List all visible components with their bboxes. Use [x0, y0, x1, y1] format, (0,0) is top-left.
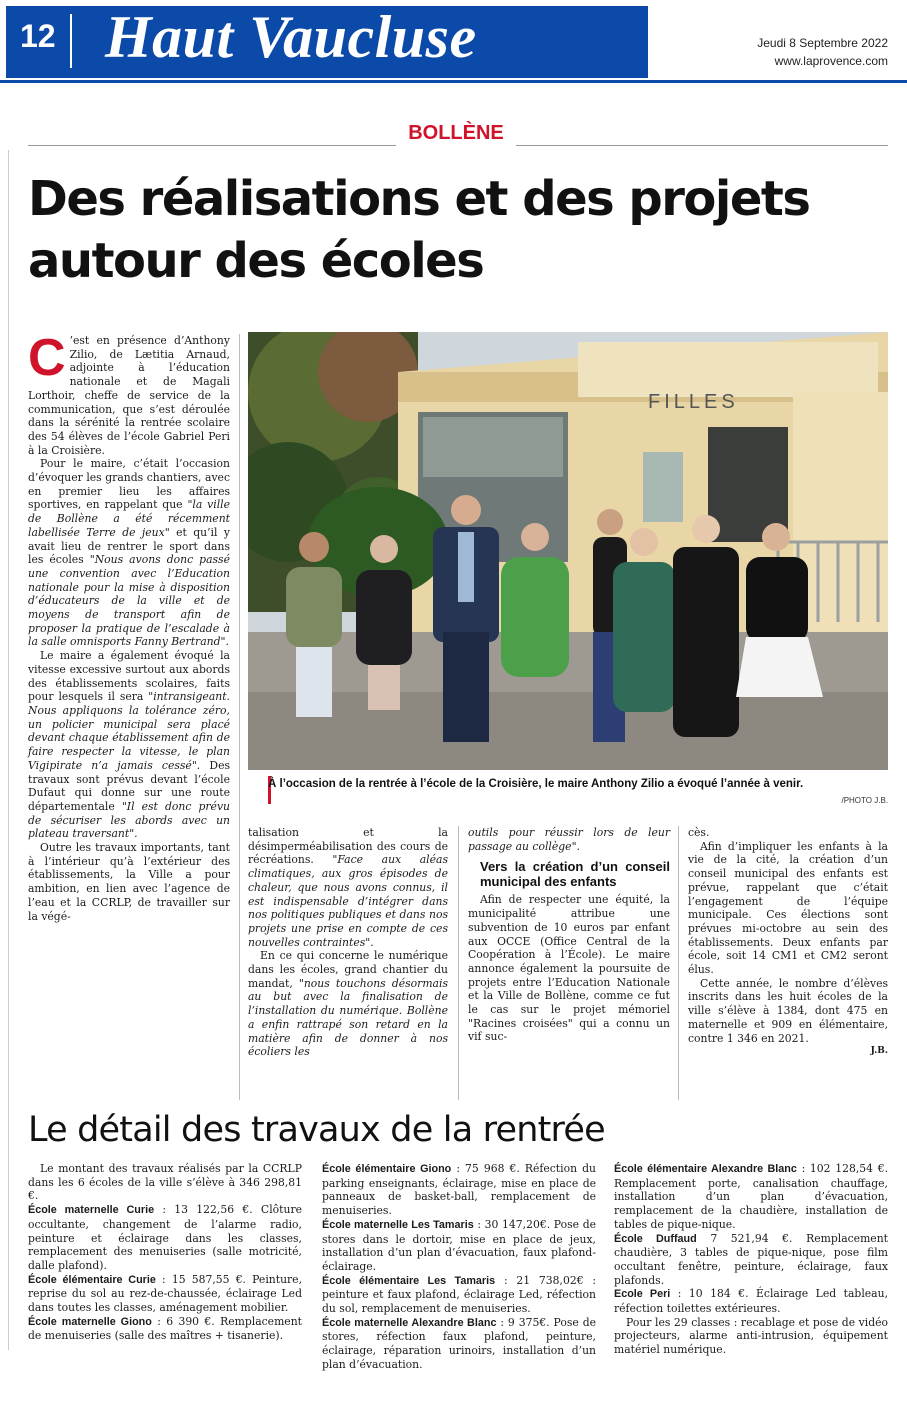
paragraph: Outre les travaux importants, tant à l’intérieur qu’à l’extérieur des établissements, la Ville a pour ambition, en lien avec l’agence de l’eau et la CCRLP, de travailler sur la végé- [28, 841, 230, 923]
website-link[interactable]: www.laprovence.com [774, 54, 888, 68]
box-item: École Duffaud 7 521,94 €. Remplacement chaudière, 3 tables de pique-nique, pose film occultant fenêtre, peinture, éclairage, faux plafonds. [614, 1231, 888, 1287]
drop-cap: C [28, 329, 66, 387]
publication-date: Jeudi 8 Septembre 2022 [757, 36, 888, 50]
article-subhead: Vers la création d’un conseil municipal des enfants [480, 859, 670, 890]
paragraph: Pour le maire, c’était l’occasion d’évoquer les grands chantiers, avec en premier lieu les affaires sportives, en rappelant que "la ville de Bollène a été récemment labellisée Terre de jeux" et qu’il y avait lieu de rentrer le sport dans les écoles "Nous avons donc passé une convention avec l’Education nationale pour la mise à disposition d’éducateurs de la ville et de moyens de transport afin de proposer la pratique de l’escalade à la salle omnisports Fanny Bertrand". [28, 457, 231, 649]
article-column-4 [688, 826, 888, 1059]
kicker-rule-right [516, 145, 888, 146]
box-title: Le détail des travaux de la rentrée [28, 1110, 605, 1150]
header-meta [656, 34, 888, 70]
column-divider [239, 334, 240, 1100]
box-item: École maternelle Curie : 13 122,56 €. Clôture occultante, changement de l’alarme radio, peinture et éclairage dans les classes, remplacement des menuiseries (salle motricité, dalle plafond). [28, 1203, 302, 1272]
author-signature: J.B. [870, 1046, 888, 1057]
section-title: Haut Vaucluse [105, 4, 477, 70]
school-group-photo [248, 332, 888, 770]
box-column-1 [28, 1162, 302, 1343]
paragraph: C ’est en présence d’Anthony Zilio, de Lætitia Arnaud, adjointe à l’éducation nationale et de Magali Lorthoir, cheffe de service de la communication, que s’est déroulée dans la sérénité la rentrée scolaire des 54 élèves de l’école Gabriel Peri à la Croisière. [28, 329, 230, 457]
headline-line-1: Des réalisations et des projets [28, 171, 810, 227]
article-column-2 [248, 826, 448, 1059]
headline-line-2: autour des écoles [28, 233, 484, 289]
paragraph: cès. [688, 826, 710, 839]
photo-caption: À l’occasion de la rentrée à l’école de la Croisière, le maire Anthony Zilio a évoqué l’année à venir. [268, 778, 804, 790]
column-divider [458, 826, 459, 1100]
box-item: Ecole Peri : 10 184 €. Éclairage Led tableau, réfection toilettes extérieures. [614, 1287, 888, 1316]
paragraph: talisation et la désimperméabilisation des cours de récréations. "Face aux aléas climatiques, aux gros épisodes de chaleur, que nous avons connus, il est indispensable d’intégrer dans nos politiques publiques et dans nos projets une prise en compte de ces nouvelles contraintes". [248, 826, 448, 949]
box-item: École maternelle Alexandre Blanc : 9 375€. Pose de stores, réfection faux plafond, peinture, éclairage, réparation urinoirs, installation d’un plan d’évacuation. [322, 1315, 596, 1371]
box-column-2 [322, 1162, 596, 1372]
box-item: École élémentaire Les Tamaris : 21 738,02€ : peinture et faux plafond, éclairage Led, réfection du sol, remplacement de menuiseries. [322, 1273, 596, 1316]
article-column-3 [468, 826, 670, 1044]
building-sign: FILLES [648, 391, 739, 413]
photo-credit: /PHOTO J.B. [841, 796, 888, 805]
paragraph: outils pour réussir lors de leur passage au collège". [468, 826, 670, 853]
box-item: École maternelle Les Tamaris : 30 147,20€. Pose de stores dans le dortoir, mise en place de jeux, installation d’un plan d’évacuation, faux plafond-éclairage. [322, 1217, 596, 1273]
article-photo [248, 332, 888, 770]
header-rule [0, 80, 907, 83]
paragraph: Afin d’impliquer les enfants à la vie de la cité, la création d’un conseil municipal des enfants est prévue, rappelant que c’était l’engagement de l’équipe municipale. Ces élections sont prévues mi-octobre au sein des établissements. Deux enfants par école, soit 14 CM1 et CM2 seront élus. [688, 839, 888, 977]
kicker-rule-left [28, 145, 396, 146]
box-outro: Pour les 29 classes : recablage et pose de vidéo projecteurs, alarme anti-intrusion, équipement matériel numérique. [614, 1315, 888, 1357]
box-item: École maternelle Giono : 6 390 €. Remplacement de menuiseries (salle des maîtres + tisanerie). [28, 1314, 302, 1343]
box-intro: Le montant des travaux réalisés par la CCRLP dans les 6 écoles de la ville s’élève à 346 298,81 €. [28, 1162, 302, 1203]
article-column-1 [28, 329, 231, 923]
masthead-separator [70, 14, 72, 68]
article-headline [28, 168, 898, 292]
column-divider [678, 826, 679, 1100]
page-margin-strip [0, 150, 9, 1350]
paragraph: Le maire a également évoqué la vitesse excessive surtout aux abords des établissements scolaires, faits pour lesquels il sera "intransigeant. Nous appliquons la tolérance zéro, un policier municipal sera placé devant chaque établissement afin de faire respecter la vitesse, le plan Vigipirate n’a jamais cessé". Des travaux sont prévus devant l’école Dufaut qui donne sur une route départementale "Il est donc prévu de sécuriser les abords avec un plateau traversant". [28, 649, 231, 841]
paragraph: En ce qui concerne le numérique dans les écoles, grand chantier du mandat, "nous touchons désormais au but avec la finalisation de l’installation du numérique. Bollène a enfin rattrapé son retard en la matière afin de donner à nos écoliers les [248, 949, 448, 1059]
paragraph: Afin de respecter une équité, la municipalité attribue une subvention de 10 euros par enfant aux OCCE (Office Central de la Coopération à l’École). Le maire annonce également la poursuite de projets entre l’Education Nationale et la Ville de Bollène, comme ce fut le cas sur le projet mémoriel "Racines croisées" qui a connu un vif suc- [468, 893, 670, 1044]
box-item: École élémentaire Giono : 75 968 €. Réfection du parking enseignants, éclairage, mise en place de panneaux de basket-ball, remplacement de menuiseries. [322, 1162, 596, 1218]
box-item: École élémentaire Curie : 15 587,55 €. Peinture, reprise du sol au rez-de-chaussée, éclairage Led dans toutes les classes, aménagement mobilier. [28, 1272, 303, 1315]
box-item: École élémentaire Alexandre Blanc : 102 128,54 €. Remplacement porte, canalisation chauffage, installation d’un plan d’évacuation, remplacement de la chaudière, installation de tables de pique-nique. [614, 1162, 889, 1231]
page-number: 12 [20, 18, 56, 54]
box-column-3 [614, 1162, 888, 1357]
article-kicker: BOLLÈNE [408, 122, 504, 144]
paragraph: Cette année, le nombre d’élèves inscrits dans les huit écoles de la ville s’élève à 1384, dont 475 en maternelle et 909 en élémentaire, contre 1 346 en 2021. [688, 976, 888, 1045]
